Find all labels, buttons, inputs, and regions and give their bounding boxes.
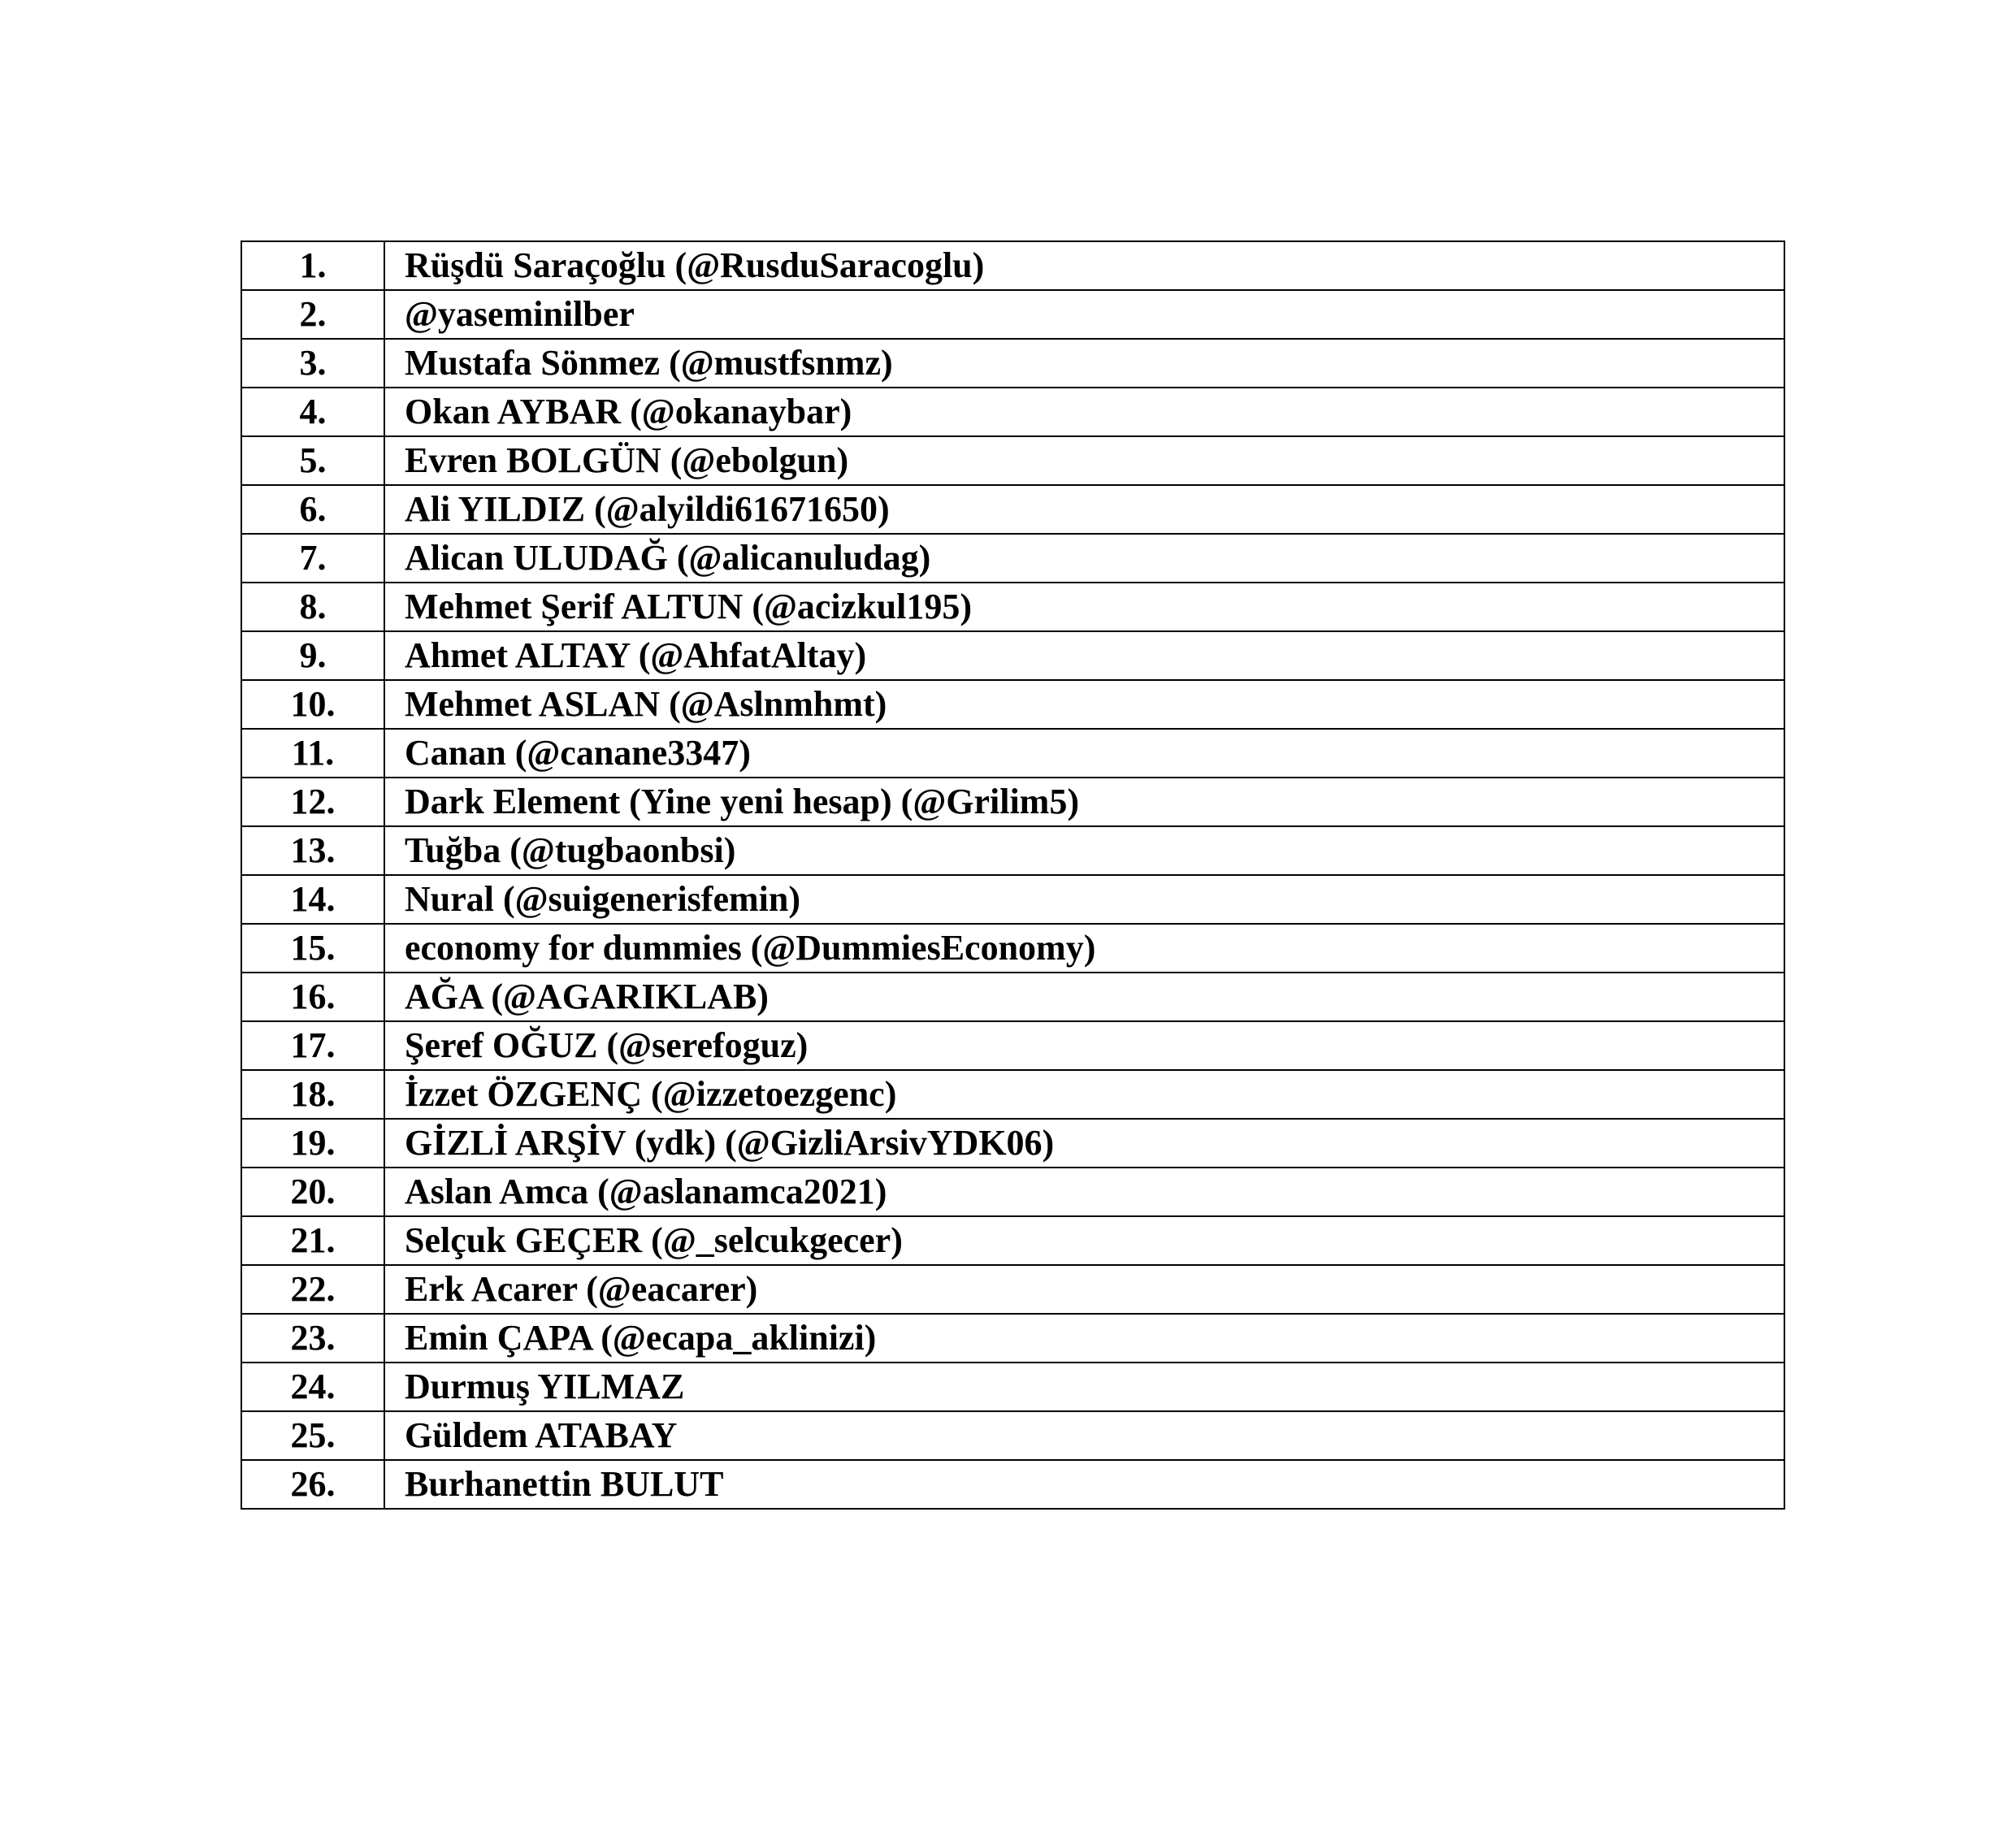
row-number: 4. — [241, 388, 384, 436]
account-name: Emin ÇAPA (@ecapa_aklinizi) — [384, 1314, 1784, 1363]
row-number: 20. — [241, 1168, 384, 1216]
account-list-table — [241, 240, 1785, 1510]
row-number: 25. — [241, 1411, 384, 1460]
table-row — [241, 436, 1784, 485]
row-number: 10. — [241, 680, 384, 729]
row-number: 19. — [241, 1119, 384, 1168]
table-row — [241, 534, 1784, 583]
account-name: Durmuş YILMAZ — [384, 1363, 1784, 1411]
account-name: Aslan Amca (@aslanamca2021) — [384, 1168, 1784, 1216]
table-row — [241, 1411, 1784, 1460]
table-row — [241, 241, 1784, 290]
account-name: Ahmet ALTAY (@AhfatAltay) — [384, 631, 1784, 680]
account-name: Okan AYBAR (@okanaybar) — [384, 388, 1784, 436]
table-row — [241, 973, 1784, 1021]
table-row — [241, 290, 1784, 339]
table-row — [241, 729, 1784, 778]
account-name: Selçuk GEÇER (@_selcukgecer) — [384, 1216, 1784, 1265]
row-number: 5. — [241, 436, 384, 485]
table-row — [241, 680, 1784, 729]
row-number: 11. — [241, 729, 384, 778]
account-name: AĞA (@AGARIKLAB) — [384, 973, 1784, 1021]
account-name: Canan (@canane3347) — [384, 729, 1784, 778]
account-name: Ali YILDIZ (@alyildi61671650) — [384, 485, 1784, 534]
row-number: 8. — [241, 583, 384, 631]
account-name: Mehmet ASLAN (@Aslnmhmt) — [384, 680, 1784, 729]
table-row — [241, 388, 1784, 436]
row-number: 16. — [241, 973, 384, 1021]
row-number: 18. — [241, 1070, 384, 1119]
account-name: Dark Element (Yine yeni hesap) (@Grilim5) — [384, 778, 1784, 826]
row-number: 26. — [241, 1460, 384, 1509]
row-number: 12. — [241, 778, 384, 826]
table-row — [241, 1363, 1784, 1411]
table-row — [241, 1168, 1784, 1216]
row-number: 14. — [241, 875, 384, 924]
account-name: Mustafa Sönmez (@mustfsnmz) — [384, 339, 1784, 388]
row-number: 21. — [241, 1216, 384, 1265]
account-name: GİZLİ ARŞİV (ydk) (@GizliArsivYDK06) — [384, 1119, 1784, 1168]
account-name: Alican ULUDAĞ (@alicanuludag) — [384, 534, 1784, 583]
account-name: Rüşdü Saraçoğlu (@RusduSaracoglu) — [384, 241, 1784, 290]
account-name: Nural (@suigenerisfemin) — [384, 875, 1784, 924]
table-row — [241, 875, 1784, 924]
table-row — [241, 583, 1784, 631]
row-number: 2. — [241, 290, 384, 339]
table-row — [241, 1265, 1784, 1314]
row-number: 24. — [241, 1363, 384, 1411]
account-name: Erk Acarer (@eacarer) — [384, 1265, 1784, 1314]
table-row — [241, 778, 1784, 826]
table-row — [241, 1021, 1784, 1070]
account-name: economy for dummies (@DummiesEconomy) — [384, 924, 1784, 973]
account-name: İzzet ÖZGENÇ (@izzetoezgenc) — [384, 1070, 1784, 1119]
account-name: Mehmet Şerif ALTUN (@acizkul195) — [384, 583, 1784, 631]
account-name: Şeref OĞUZ (@serefoguz) — [384, 1021, 1784, 1070]
row-number: 1. — [241, 241, 384, 290]
table-row — [241, 1070, 1784, 1119]
table-row — [241, 1314, 1784, 1363]
account-name: Burhanettin BULUT — [384, 1460, 1784, 1509]
row-number: 17. — [241, 1021, 384, 1070]
table-row — [241, 1460, 1784, 1509]
table-row — [241, 631, 1784, 680]
row-number: 6. — [241, 485, 384, 534]
table-row — [241, 1119, 1784, 1168]
row-number: 13. — [241, 826, 384, 875]
account-name: Tuğba (@tugbaonbsi) — [384, 826, 1784, 875]
row-number: 3. — [241, 339, 384, 388]
table-row — [241, 1216, 1784, 1265]
row-number: 15. — [241, 924, 384, 973]
table-row — [241, 339, 1784, 388]
table-row — [241, 826, 1784, 875]
row-number: 9. — [241, 631, 384, 680]
account-name: Evren BOLGÜN (@ebolgun) — [384, 436, 1784, 485]
account-list-body — [241, 241, 1784, 1509]
row-number: 23. — [241, 1314, 384, 1363]
account-name: @yaseminilber — [384, 290, 1784, 339]
table-row — [241, 485, 1784, 534]
row-number: 22. — [241, 1265, 384, 1314]
row-number: 7. — [241, 534, 384, 583]
table-row — [241, 924, 1784, 973]
account-name: Güldem ATABAY — [384, 1411, 1784, 1460]
